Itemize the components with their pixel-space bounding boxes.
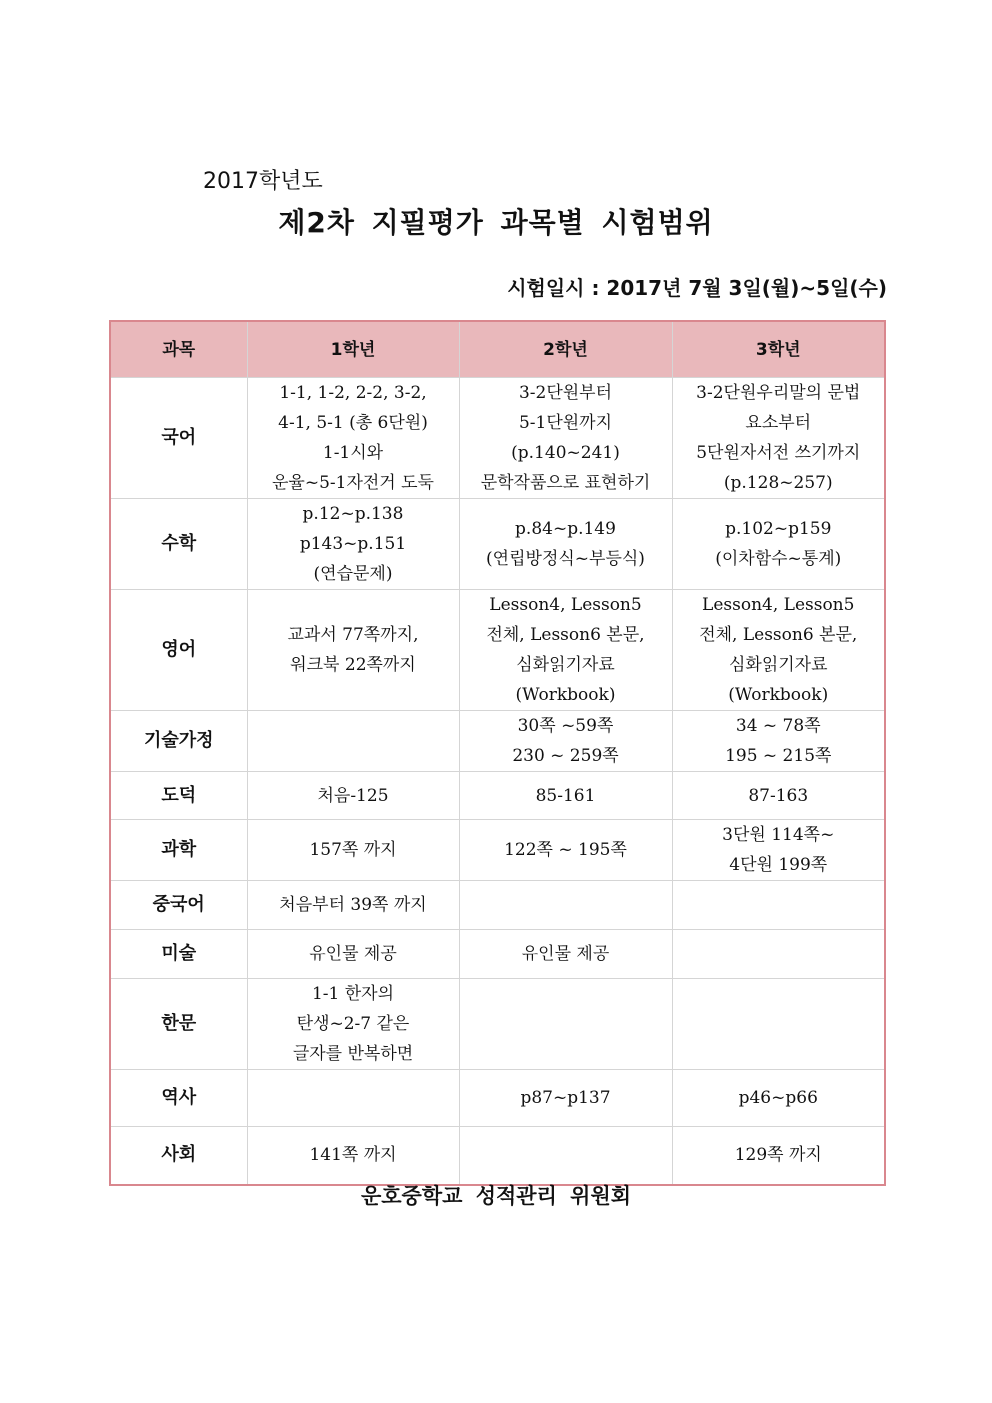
range-line: 전체, Lesson6 본문, [699, 625, 858, 645]
subject-cell: 사회 [110, 1127, 247, 1185]
table-row [110, 820, 885, 881]
range-line: 전체, Lesson6 본문, [486, 625, 645, 645]
exam-date: 시험일시 : 2017년 7월 3일(월)~5일(수) [507, 276, 887, 300]
range-cell-grade-3 [672, 711, 885, 772]
range-cell-grade-3 [672, 772, 885, 820]
range-cell-grade-1 [247, 711, 459, 772]
range-cell-grade-2 [459, 979, 672, 1070]
range-line: 129쪽 까지 [734, 1145, 822, 1166]
subject-cell: 수학 [110, 499, 247, 590]
subject-cell: 도덕 [110, 772, 247, 820]
subject-cell: 영어 [110, 590, 247, 711]
range-line: 탄생~2-7 같은 [296, 1014, 410, 1034]
range-line: 1-1, 1-2, 2-2, 3-2, [279, 383, 427, 403]
range-line: (이차함수~통계) [715, 549, 842, 569]
range-cell-grade-3 [672, 979, 885, 1070]
table-row [110, 1127, 885, 1185]
range-line: 4-1, 5-1 (총 6단원) [278, 413, 428, 433]
range-cell-grade-1 [247, 590, 459, 711]
range-cell-grade-1 [247, 820, 459, 881]
range-line: 4단원 199쪽 [729, 855, 828, 875]
range-line: 심화읽기자료 [728, 655, 828, 675]
range-cell-grade-1 [247, 930, 459, 979]
range-line: 워크북 22쪽까지 [290, 655, 416, 675]
range-line: p.102~p159 [725, 519, 832, 539]
range-line: p143~p.151 [299, 534, 407, 554]
range-line: 141쪽 까지 [309, 1145, 397, 1166]
range-cell-grade-2 [459, 711, 672, 772]
subject-cell: 과학 [110, 820, 247, 881]
range-cell-grade-2 [459, 1070, 672, 1127]
table-header-row [110, 321, 885, 378]
range-line: (연습문제) [313, 564, 393, 584]
range-line: 85-161 [535, 785, 596, 806]
range-line: 230 ~ 259쪽 [512, 746, 619, 766]
column-header-grade-3: 3학년 [672, 321, 885, 378]
range-line: 3단원 114쪽~ [722, 825, 835, 845]
range-line: 195 ~ 215쪽 [725, 746, 832, 766]
range-line: (Workbook) [728, 685, 829, 705]
range-line: 문학작품으로 표현하기 [480, 473, 651, 493]
range-cell-grade-3 [672, 590, 885, 711]
range-line: p.12~p.138 [302, 504, 404, 524]
range-line: 1-1시와 [322, 443, 384, 463]
subject-cell: 중국어 [110, 881, 247, 930]
range-cell-grade-3 [672, 378, 885, 499]
table-row [110, 378, 885, 499]
column-header-grade-1: 1학년 [247, 321, 459, 378]
range-cell-grade-3 [672, 930, 885, 979]
range-line: 요소부터 [745, 413, 812, 433]
table-row [110, 930, 885, 979]
range-line: 처음-125 [317, 785, 389, 806]
page-title: 제2차 지필평가 과목별 시험범위 [278, 206, 714, 239]
range-line: 글자를 반복하면 [292, 1044, 414, 1064]
range-cell-grade-1 [247, 881, 459, 930]
table-body [110, 378, 885, 1185]
range-cell-grade-1 [247, 772, 459, 820]
range-cell-grade-2 [459, 820, 672, 881]
range-cell-grade-1 [247, 979, 459, 1070]
range-line: 34 ~ 78쪽 [735, 716, 821, 736]
table-row [110, 881, 885, 930]
range-line: 87-163 [748, 785, 809, 806]
range-cell-grade-2 [459, 590, 672, 711]
range-cell-grade-3 [672, 499, 885, 590]
range-line: 1-1 한자의 [311, 984, 395, 1004]
range-cell-grade-2 [459, 930, 672, 979]
column-header-subject: 과목 [110, 321, 247, 378]
range-cell-grade-1 [247, 378, 459, 499]
range-line: (연립방정식~부등식) [486, 549, 645, 569]
range-line: (p.140~241) [511, 443, 620, 463]
range-line: 유인물 제공 [309, 944, 397, 964]
range-cell-grade-1 [247, 1127, 459, 1185]
subject-cell: 역사 [110, 1070, 247, 1127]
range-cell-grade-1 [247, 1070, 459, 1127]
exam-range-table [109, 320, 886, 1186]
subject-cell: 한문 [110, 979, 247, 1070]
range-line: 심화읽기자료 [516, 655, 615, 675]
range-line: 122쪽 ~ 195쪽 [504, 840, 627, 860]
column-header-grade-2: 2학년 [459, 321, 672, 378]
subject-cell: 미술 [110, 930, 247, 979]
range-line: p87~p137 [520, 1088, 611, 1108]
subject-cell: 국어 [110, 378, 247, 499]
range-cell-grade-2 [459, 772, 672, 820]
table-row [110, 711, 885, 772]
school-year: 2017학년도 [203, 169, 323, 194]
range-line: 5단원자서전 쓰기까지 [696, 443, 861, 463]
range-line: (Workbook) [515, 685, 616, 705]
range-line: (p.128~257) [723, 473, 833, 493]
table-row [110, 1070, 885, 1127]
range-line: 교과서 77쪽까지, [287, 625, 419, 645]
table-row [110, 590, 885, 711]
range-cell-grade-3 [672, 1127, 885, 1185]
footer-committee: 운호중학교 성적관리 위원회 [360, 1184, 632, 1208]
range-line: 처음부터 39쪽 까지 [279, 895, 427, 915]
range-line: 운율~5-1자전거 도둑 [272, 473, 434, 493]
range-line: 3-2단원부터 [518, 383, 613, 403]
range-cell-grade-3 [672, 1070, 885, 1127]
range-cell-grade-2 [459, 499, 672, 590]
range-line: 5-1단원까지 [518, 413, 613, 433]
table-row [110, 979, 885, 1070]
subject-cell: 기술가정 [110, 711, 247, 772]
range-line: Lesson4, Lesson5 [489, 595, 642, 615]
range-cell-grade-2 [459, 881, 672, 930]
range-cell-grade-3 [672, 881, 885, 930]
range-cell-grade-2 [459, 1127, 672, 1185]
range-line: 157쪽 까지 [309, 840, 397, 860]
range-line: 3-2단원우리말의 문법 [696, 383, 861, 403]
range-line: p.84~p.149 [515, 519, 616, 539]
range-cell-grade-3 [672, 820, 885, 881]
range-line: 유인물 제공 [521, 944, 610, 964]
table-row [110, 772, 885, 820]
range-cell-grade-2 [459, 378, 672, 499]
range-cell-grade-1 [247, 499, 459, 590]
range-line: p46~p66 [738, 1088, 818, 1108]
range-line: 30쪽 ~59쪽 [517, 716, 614, 736]
range-line: Lesson4, Lesson5 [702, 595, 855, 615]
table-row [110, 499, 885, 590]
